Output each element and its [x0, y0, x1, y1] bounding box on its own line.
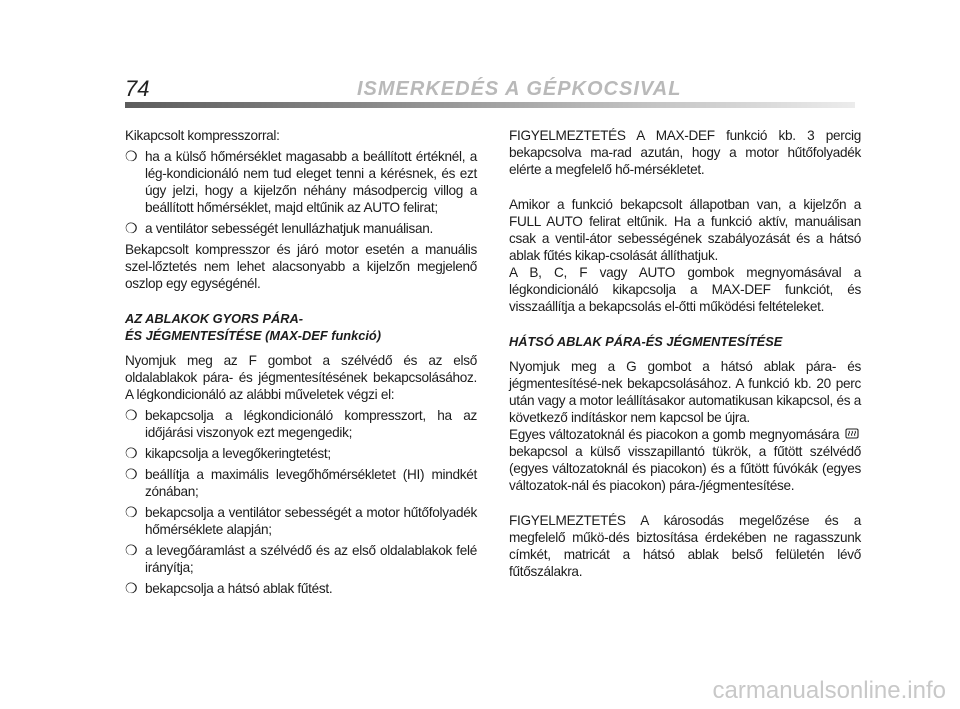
bullet-item: [125, 445, 477, 462]
bullet-text: beállítja a maximális levegőhőmérsékletet (HI) mindkét zónában;: [145, 467, 477, 499]
bullet-text: a ventilátor sebességét lenullázhatjuk manuálisan.: [145, 221, 434, 236]
bullet-text: bekapcsolja a légkondicionáló kompresszort, ha az időjárási viszonyok ezt megengedik;: [145, 408, 477, 440]
paragraph-buttons-exit: A B, C, F vagy AUTO gombok megnyomásával a légkondicionáló kikapcsolja a MAX-DEF funkciót, és visszaállítja a bekapcsolás el-őtti működési feltételeket.: [509, 265, 861, 314]
paragraph-full-auto: Amikor a funkció bekapcsolt állapotban van, a kijelzőn a FULL AUTO felirat eltűnik. Ha a funkció aktív, manuálisan csak a ventil-átor sebességének szabályozását és a hátsó ablak fűtés kikap-csolását állíthatjuk.: [509, 197, 861, 263]
warning-heater-filaments: FIGYELMEZTETÉS A károsodás megelőzése és a megfelelő műkö-dés biztosítása érdekében ne ragasszunk címkét, matricát a hátsó ablak belső felületén lévő fűtőszálakra.: [509, 513, 861, 579]
circle-bullet-icon: ❍: [125, 445, 138, 461]
page-header: [125, 70, 855, 110]
bullet-list-max-def-actions: [125, 407, 477, 597]
circle-bullet-icon: ❍: [125, 220, 138, 236]
circle-bullet-icon: ❍: [125, 148, 138, 164]
section-title: ISMERKEDÉS A GÉPKOCSIVAL: [357, 78, 682, 100]
circle-bullet-icon: ❍: [125, 542, 138, 558]
bullet-item: [125, 220, 477, 237]
bullet-text: a levegőáramlást a szélvédő és az első oldalablakok felé irányítja;: [145, 543, 477, 575]
rear-window-heater-icon: [845, 427, 859, 439]
paragraph-manual-ventilation: Bekapcsolt kompresszor és járó motor esetén a manuális szel-lőztetés nem lehet alacsonyabb a kijelzőn megjelenő oszlop egy egységénél.: [125, 242, 477, 291]
bullet-text: bekapcsolja a hátsó ablak fűtést.: [145, 581, 333, 596]
bullet-item: [125, 148, 477, 216]
bullet-text: kikapcsolja a levegőkeringtetést;: [145, 446, 331, 461]
watermark: carmanualsonline.info: [712, 677, 946, 704]
heading-rear-window-defrost: HÁTSÓ ABLAK PÁRA-ÉS JÉGMENTESÍTÉSE: [509, 334, 783, 349]
bullet-item: [125, 504, 477, 538]
circle-bullet-icon: ❍: [125, 504, 138, 520]
intro-text: Kikapcsolt kompresszorral:: [125, 128, 280, 143]
heading-max-def-line2: ÉS JÉGMENTESÍTÉSE (MAX-DEF funkció): [125, 328, 381, 343]
header-rule: [125, 102, 855, 108]
right-column: [509, 127, 861, 580]
circle-bullet-icon: ❍: [125, 466, 138, 482]
paragraph-max-def-intro: Nyomjuk meg az F gombot a szélvédő és az első oldalablakok pára- és jégmentesítésének bekapcsolásához. A légkondicionáló az alábbi műveletek végzi el:: [125, 353, 477, 402]
circle-bullet-icon: ❍: [125, 407, 138, 423]
bullet-item: [125, 542, 477, 576]
page-number: 74: [125, 76, 150, 101]
bullet-item: [125, 466, 477, 500]
heading-max-def-line1: AZ ABLAKOK GYORS PÁRA-: [125, 311, 303, 326]
warning-max-def-duration: FIGYELMEZTETÉS A MAX-DEF funkció kb. 3 percig bekapcsolva ma-rad azután, hogy a motor hűtőfolyadék elérte a megfelelő hő-mérsékletet.: [509, 128, 861, 177]
left-column: [125, 127, 477, 601]
paragraph-heated-mirrors: [509, 426, 861, 494]
paragraph-g-button: Nyomjuk meg a G gombot a hátsó ablak pára- és jégmentesítésé-nek bekapcsolásához. A funkció kb. 20 perc után vagy a motor leállításakor automatikusan kikapcsol, és a következő indításkor nem kapcsol be újra.: [509, 359, 861, 425]
bullet-list-compressor-off: [125, 148, 477, 237]
heated-mirrors-text-2: bekapcsol a külső visszapillantó tükrök, a fűtött szélvédő (egyes változatoknál és piacokon) és a fűtött fúvókák (egyes változatok-nál és piacokon) pára-/jégmentesítése.: [509, 444, 861, 493]
circle-bullet-icon: ❍: [125, 580, 138, 596]
heated-mirrors-text-1: Egyes változatoknál és piacokon a gomb megnyomására: [509, 427, 840, 442]
bullet-text: bekapcsolja a ventilátor sebességét a motor hűtőfolyadék hőmérséklete alapján;: [145, 505, 477, 537]
bullet-item: [125, 407, 477, 441]
bullet-item: [125, 580, 477, 597]
bullet-text: ha a külső hőmérséklet magasabb a beállított értéknél, a lég-kondicionáló nem tud eleget tenni a kérésnek, és ezt úgy jelzi, hogy a kijelzőn néhány másodpercig villog a beállított hőmérséklet, majd eltűnik az AUTO felirat;: [145, 149, 477, 215]
